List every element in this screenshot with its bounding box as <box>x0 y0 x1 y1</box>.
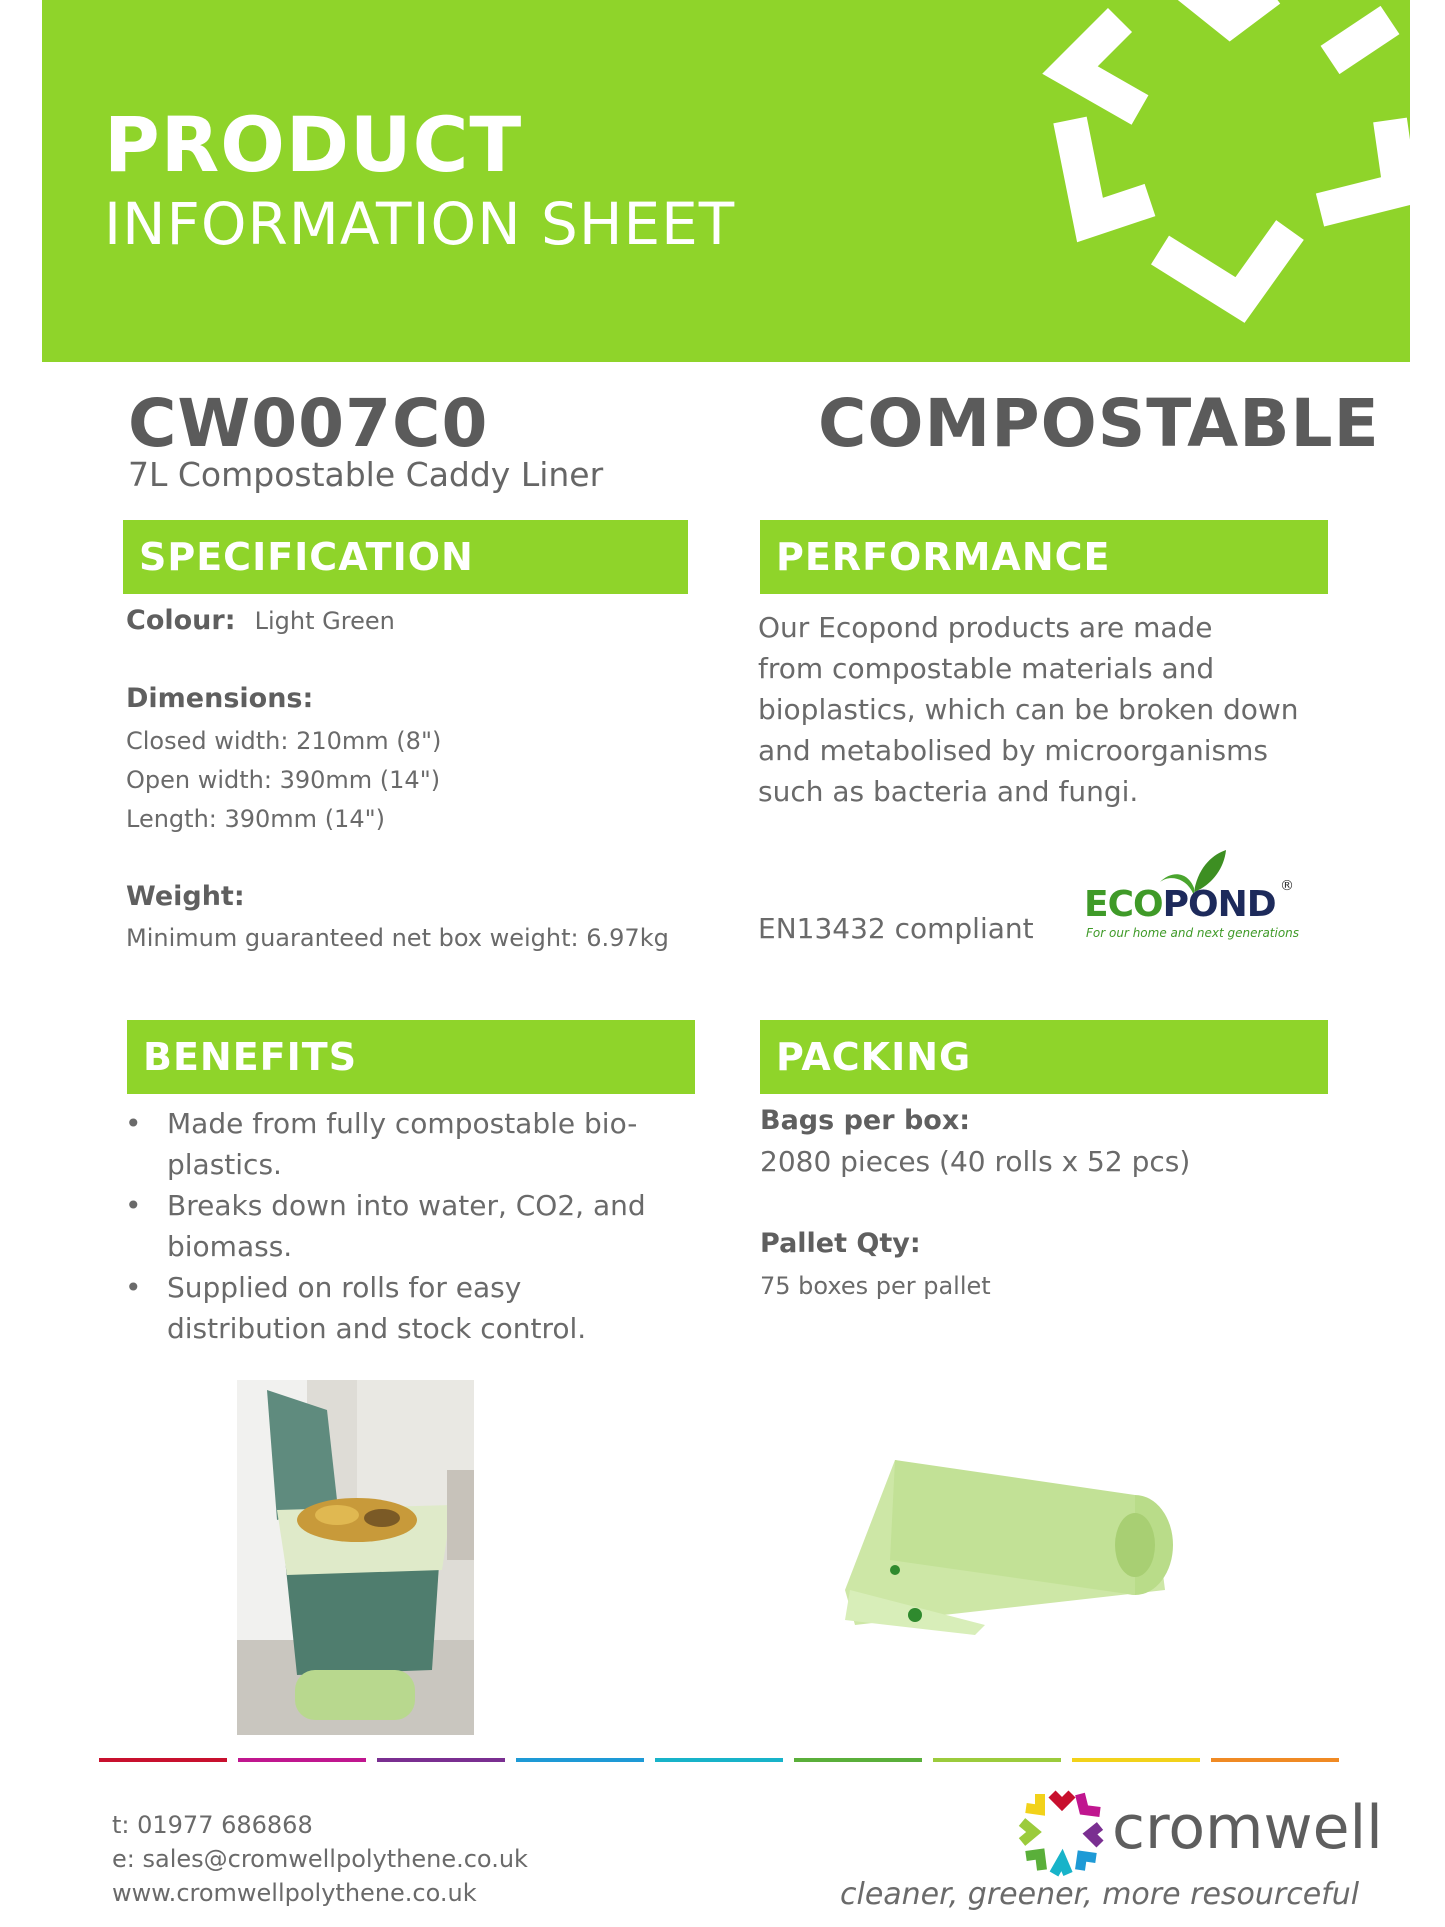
bullet-icon: • <box>125 1189 142 1222</box>
benefit-line: plastics. <box>167 1148 282 1181</box>
header-banner <box>42 0 1410 362</box>
performance-line: such as bacteria and fungi. <box>758 775 1139 808</box>
product-name: 7L Compostable Caddy Liner <box>128 455 604 494</box>
bags-per-box-label: Bags per box: <box>760 1105 971 1136</box>
footer-rule-segment <box>377 1758 505 1762</box>
colour-row <box>126 605 395 636</box>
email-link[interactable]: e: sales@cromwellpolythene.co.uk <box>112 1845 528 1873</box>
ecopond-eco: ECO <box>1084 884 1163 925</box>
registered-mark: ® <box>1280 878 1294 894</box>
benefits-heading: BENEFITS <box>127 1020 695 1094</box>
footer-rule-segment <box>794 1758 922 1762</box>
bags-per-box-value: 2080 pieces (40 rolls x 52 pcs) <box>760 1145 1191 1178</box>
website-link[interactable]: www.cromwellpolythene.co.uk <box>112 1879 477 1907</box>
recycle-chevron-emblem <box>1030 0 1410 362</box>
cromwell-wordmark: cromwell <box>1112 1793 1383 1863</box>
benefit-line: Made from fully compostable bio- <box>167 1107 638 1140</box>
cromwell-tagline: cleaner, greener, more resourceful <box>840 1877 1360 1912</box>
pallet-qty-label: Pallet Qty: <box>760 1228 921 1259</box>
performance-line: from compostable materials and <box>758 652 1215 685</box>
benefit-line: biomass. <box>167 1230 293 1263</box>
pallet-qty-value: 75 boxes per pallet <box>760 1272 991 1300</box>
ecopond-slogan: For our home and next generations <box>1086 926 1300 940</box>
benefits-list <box>125 1103 685 1349</box>
footer-rule-segment <box>238 1758 366 1762</box>
caddy-photo <box>237 1380 474 1735</box>
footer-rule-segment <box>655 1758 783 1762</box>
compliance-text: EN13432 compliant <box>758 912 1034 945</box>
page-subtitle: INFORMATION SHEET <box>104 190 736 258</box>
bullet-icon: • <box>125 1107 142 1140</box>
benefit-line: distribution and stock control. <box>167 1312 587 1345</box>
benefit-line: Breaks down into water, CO2, and <box>167 1189 646 1222</box>
dimensions-label: Dimensions: <box>126 683 314 714</box>
product-code: CW007C0 <box>128 385 489 462</box>
performance-text <box>758 607 1358 812</box>
performance-line: Our Ecopond products are made <box>758 611 1213 644</box>
ecopond-wordmark <box>1084 884 1276 925</box>
colour-label: Colour: <box>126 605 236 636</box>
bullet-icon: • <box>125 1271 142 1304</box>
weight-value: Minimum guaranteed net box weight: 6.97kg <box>126 924 669 952</box>
ecopond-logo <box>1080 848 1300 948</box>
weight-label: Weight: <box>126 881 245 912</box>
ecopond-pond: POND <box>1162 884 1276 925</box>
roll-photo <box>835 1440 1195 1640</box>
packing-heading: PACKING <box>760 1020 1328 1094</box>
dimension-length: Length: 390mm (14") <box>126 805 385 833</box>
footer-rule-segment <box>1211 1758 1339 1762</box>
phone-text: t: 01977 686868 <box>112 1811 313 1839</box>
performance-heading: PERFORMANCE <box>760 520 1328 594</box>
cromwell-flower-logo-icon <box>1012 1782 1112 1882</box>
colour-value: Light Green <box>254 607 395 635</box>
page-title: PRODUCT <box>104 100 523 189</box>
footer-rule-segment <box>516 1758 644 1762</box>
benefit-line: Supplied on rolls for easy <box>167 1271 522 1304</box>
performance-line: and metabolised by microorganisms <box>758 734 1268 767</box>
benefit-item <box>125 1103 685 1185</box>
footer-rule-segment <box>1072 1758 1200 1762</box>
dimension-closed-width: Closed width: 210mm (8") <box>126 727 442 755</box>
benefit-item <box>125 1267 685 1349</box>
dimension-open-width: Open width: 390mm (14") <box>126 766 441 794</box>
benefit-item <box>125 1185 685 1267</box>
product-category: COMPOSTABLE <box>818 385 1380 462</box>
footer-rule-segment <box>99 1758 227 1762</box>
performance-line: bioplastics, which can be broken down <box>758 693 1299 726</box>
footer-contact <box>112 1808 528 1910</box>
specification-heading: SPECIFICATION <box>123 520 688 594</box>
footer-rule-segment <box>933 1758 1061 1762</box>
